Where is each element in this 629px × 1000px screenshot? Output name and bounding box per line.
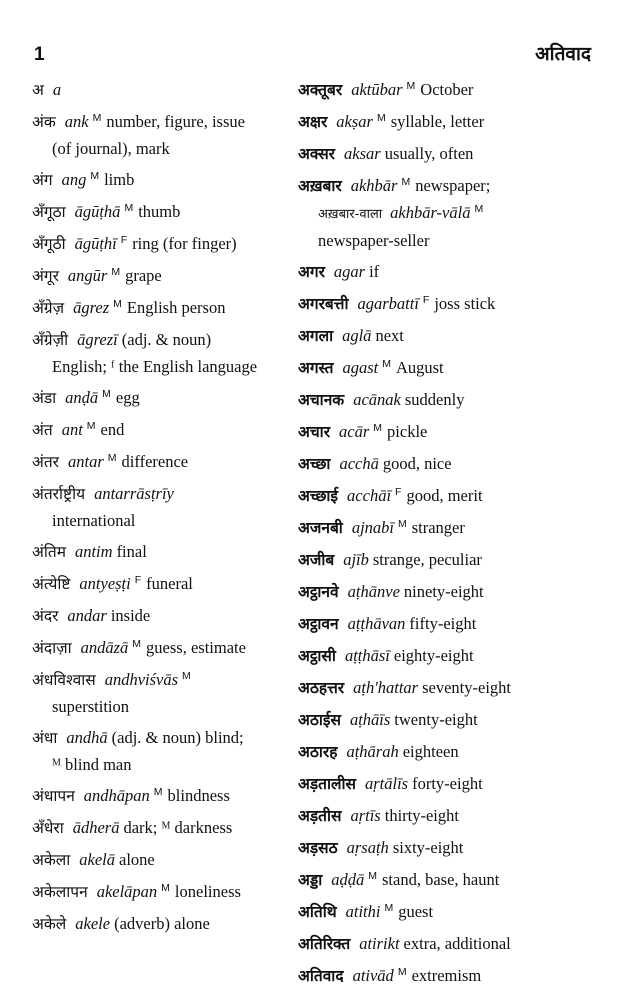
dictionary-entry xyxy=(32,814,294,842)
entry-line xyxy=(298,898,598,926)
dictionary-entry xyxy=(298,930,598,958)
definition: (adverb) alone xyxy=(114,914,210,933)
headword: अंतर xyxy=(32,453,60,471)
transliteration: akṣar xyxy=(336,112,373,131)
entry-line xyxy=(32,724,294,752)
entry-line xyxy=(298,140,598,168)
dictionary-entry xyxy=(298,866,598,894)
transliteration: ativād xyxy=(352,966,394,985)
headword: अंत्येष्टि xyxy=(32,575,71,593)
dictionary-entry xyxy=(298,354,598,382)
transliteration: aṛsaṭh xyxy=(346,838,389,857)
definition: funeral xyxy=(146,574,193,593)
transliteration: agar xyxy=(333,262,366,281)
dictionary-entry xyxy=(298,642,598,670)
headword: अड़तीस xyxy=(298,807,342,825)
definition: dark; ᴹ darkness xyxy=(123,818,233,837)
dictionary-entry xyxy=(32,570,294,598)
dictionary-entry xyxy=(32,448,294,476)
headword: अकेला xyxy=(32,851,71,869)
dictionary-entry xyxy=(32,634,294,662)
dictionary-entry xyxy=(298,418,598,446)
headword: अतिरिक्त xyxy=(298,935,351,953)
dictionary-entry xyxy=(32,910,294,938)
gender-marker: M xyxy=(406,79,416,92)
transliteration: antim xyxy=(74,542,113,561)
definition: guest xyxy=(398,902,434,921)
headword: अँग्रेज़ xyxy=(32,299,65,317)
dictionary-entry xyxy=(32,416,294,444)
definition-continuation: English; ᶠ the English language xyxy=(52,357,258,376)
headword: अंदर xyxy=(32,607,59,625)
transliteration: aglā xyxy=(342,326,372,345)
entry-line xyxy=(32,294,294,322)
definition: alone xyxy=(119,850,155,869)
dictionary-entry xyxy=(298,706,598,734)
gender-marker: M xyxy=(384,901,394,914)
dictionary-entry xyxy=(32,294,294,322)
dictionary-entry xyxy=(32,782,294,810)
headword: अतिथि xyxy=(298,903,337,921)
transliteration: akelāpan xyxy=(96,882,158,901)
transliteration: acchā xyxy=(339,454,379,473)
transliteration: andhviśvās xyxy=(104,670,179,689)
headword: अठहत्तर xyxy=(298,679,345,697)
dictionary-entry xyxy=(32,666,294,720)
dictionary-entry xyxy=(32,108,294,162)
transliteration: akhbār xyxy=(350,176,398,195)
gender-marker: M xyxy=(368,869,378,882)
dictionary-entry xyxy=(298,546,598,574)
entry-line xyxy=(298,642,598,670)
transliteration: āgūṭhā xyxy=(74,202,121,221)
gender-marker: F xyxy=(120,233,128,246)
headword: अक्सर xyxy=(298,145,336,163)
definition: blindness xyxy=(167,786,230,805)
gender-marker: M xyxy=(92,111,102,124)
entry-line xyxy=(298,418,598,446)
headword: अंग xyxy=(32,171,53,189)
definition: eighteen xyxy=(402,742,459,761)
entry-line xyxy=(298,386,598,414)
entry-line xyxy=(298,738,598,766)
headword: अचानक xyxy=(298,391,345,409)
headword: अंधा xyxy=(32,729,58,747)
dictionary-entry xyxy=(298,290,598,318)
entry-line xyxy=(298,450,598,478)
definition: syllable, letter xyxy=(390,112,485,131)
transliteration: ang xyxy=(61,170,87,189)
transliteration: aksar xyxy=(344,144,381,163)
dictionary-entry xyxy=(298,962,598,990)
transliteration: āgrezī xyxy=(77,330,118,349)
headword: अगस्त xyxy=(298,359,334,377)
headword: अकेलापन xyxy=(32,883,88,901)
entry-line xyxy=(298,770,598,798)
entry-line xyxy=(32,782,294,810)
headword: अंत xyxy=(32,421,53,439)
definition: (adj. & noun) xyxy=(121,330,212,349)
transliteration: ank xyxy=(64,112,89,131)
gender-marker: M xyxy=(107,451,117,464)
entry-line xyxy=(298,290,598,318)
gender-marker: F xyxy=(134,573,142,586)
definition: limb xyxy=(104,170,135,189)
definition: egg xyxy=(115,388,140,407)
dictionary-entry xyxy=(298,802,598,830)
transliteration: aṭṭhāsī xyxy=(344,646,390,665)
dictionary-entry xyxy=(32,230,294,258)
dictionary-entry xyxy=(32,538,294,566)
entry-line xyxy=(298,482,598,510)
entry-line xyxy=(32,814,294,842)
transliteration: antarrāsṭrīy xyxy=(94,484,174,503)
headword: अंधापन xyxy=(32,787,75,805)
transliteration: agarbattī xyxy=(357,294,419,313)
dictionary-entry xyxy=(298,258,598,286)
definition: pickle xyxy=(387,422,428,441)
definition: usually, often xyxy=(384,144,474,163)
entry-line xyxy=(32,602,294,630)
gender-marker: M xyxy=(401,175,411,188)
sub-entry xyxy=(298,200,598,228)
transliteration: anḍā xyxy=(65,388,99,407)
headword: अड्डा xyxy=(298,871,323,889)
entry-line xyxy=(32,570,294,598)
entry-line xyxy=(298,610,598,638)
definition: number, figure, issue xyxy=(106,112,245,131)
headword: अँग्रेज़ी xyxy=(32,331,69,349)
transliteration: acānak xyxy=(353,390,401,409)
headword: अच्छाई xyxy=(298,487,339,505)
transliteration: aṭhārah xyxy=(346,742,399,761)
headword: अंक xyxy=(32,113,56,131)
entry-line xyxy=(32,230,294,258)
definition: next xyxy=(375,326,404,345)
definition: eighty-eight xyxy=(393,646,474,665)
definition: suddenly xyxy=(404,390,465,409)
definition: twenty-eight xyxy=(394,710,478,729)
entry-line xyxy=(32,76,294,104)
headword: अड़तालीस xyxy=(298,775,356,793)
gender-marker: M xyxy=(111,265,121,278)
transliteration: atithi xyxy=(345,902,381,921)
definition: final xyxy=(116,542,147,561)
transliteration: acchāī xyxy=(347,486,392,505)
definition: English person xyxy=(126,298,226,317)
entry-line xyxy=(298,706,598,734)
entry-line xyxy=(32,480,294,508)
transliteration: andhā xyxy=(66,728,108,747)
entry-line xyxy=(32,262,294,290)
dictionary-entry xyxy=(298,172,598,254)
headword: अख़बार xyxy=(298,177,342,195)
gender-marker: M xyxy=(373,421,383,434)
dictionary-entry xyxy=(298,898,598,926)
headword: अतिवाद xyxy=(298,967,344,985)
transliteration: aṭṭhāvan xyxy=(347,614,406,633)
transliteration: acār xyxy=(339,422,370,441)
gender-marker: M xyxy=(376,111,386,124)
definition: (adj. & noun) blind; xyxy=(111,728,244,747)
dictionary-entry xyxy=(298,674,598,702)
gender-marker: M xyxy=(397,517,407,530)
definition: stranger xyxy=(411,518,465,537)
transliteration: agast xyxy=(342,358,379,377)
transliteration: andāzā xyxy=(80,638,129,657)
definition: difference xyxy=(121,452,189,471)
sub-headword: अख़बार-वाला xyxy=(318,207,383,222)
headword: अट्ठावन xyxy=(298,615,339,633)
dictionary-entry xyxy=(32,878,294,906)
headword: अट्ठानवे xyxy=(298,583,339,601)
gender-marker: F xyxy=(395,485,402,498)
entry-line xyxy=(298,76,598,104)
entry-line xyxy=(32,326,294,354)
gender-marker: M xyxy=(90,169,100,182)
gender-marker: M xyxy=(102,387,111,400)
dictionary-entry xyxy=(298,578,598,606)
entry-line xyxy=(298,866,598,894)
transliteration: ajīb xyxy=(343,550,369,569)
dictionary-entry xyxy=(32,262,294,290)
headword: अड़सठ xyxy=(298,839,338,857)
gender-marker: M xyxy=(397,965,407,978)
definition: October xyxy=(420,80,474,99)
entry-line xyxy=(32,666,294,694)
entry-line xyxy=(32,878,294,906)
transliteration: aṛtālīs xyxy=(365,774,409,793)
entry-line xyxy=(298,930,598,958)
dictionary-entry xyxy=(32,724,294,778)
entry-line xyxy=(298,802,598,830)
transliteration: a xyxy=(52,80,62,99)
definition: forty-eight xyxy=(412,774,483,793)
headword: अक्तूबर xyxy=(298,81,343,99)
entry-line xyxy=(32,166,294,194)
definition: ninety-eight xyxy=(403,582,484,601)
gender-marker: M xyxy=(474,202,484,215)
transliteration: aktūbar xyxy=(351,80,403,99)
headword: अठाईस xyxy=(298,711,341,729)
running-head: अतिवाद xyxy=(535,43,591,65)
headword: अजनबी xyxy=(298,519,343,537)
entry-line xyxy=(32,108,294,136)
headword: अगरबत्ती xyxy=(298,295,349,313)
transliteration: atirikt xyxy=(359,934,400,953)
definition: strange, peculiar xyxy=(372,550,482,569)
dictionary-entry xyxy=(32,602,294,630)
definition: seventy-eight xyxy=(422,678,511,697)
definition: thirty-eight xyxy=(384,806,459,825)
entry-line xyxy=(298,172,598,200)
entry-line xyxy=(298,108,598,136)
gender-marker: F xyxy=(422,293,430,306)
transliteration: antyeṣṭi xyxy=(79,574,131,593)
dictionary-entry xyxy=(298,322,598,350)
dictionary-entry xyxy=(298,108,598,136)
entry-line xyxy=(298,674,598,702)
dictionary-entry xyxy=(32,384,294,412)
entry-line xyxy=(298,258,598,286)
entry-line xyxy=(298,322,598,350)
transliteration: angūr xyxy=(67,266,108,285)
entry-line xyxy=(32,384,294,412)
dictionary-entry xyxy=(298,514,598,542)
transliteration: aḍḍā xyxy=(331,870,365,889)
entry-line xyxy=(32,634,294,662)
headword: अंतर्राष्ट्रीय xyxy=(32,485,86,503)
dictionary-entry xyxy=(298,386,598,414)
definition: August xyxy=(395,358,444,377)
definition: ring (for finger) xyxy=(132,234,237,253)
transliteration: antar xyxy=(68,452,104,471)
dictionary-entry xyxy=(298,834,598,862)
definition: if xyxy=(369,262,380,281)
entry-line xyxy=(298,962,598,990)
headword: अँगूठी xyxy=(32,235,66,253)
headword: अट्ठासी xyxy=(298,647,336,665)
left-column xyxy=(32,76,294,942)
gender-marker: M xyxy=(382,357,391,370)
headword: अंतिम xyxy=(32,543,66,561)
transliteration: andar xyxy=(67,606,107,625)
definition: extremism xyxy=(411,966,482,985)
entry-line xyxy=(298,578,598,606)
headword: अंडा xyxy=(32,389,57,407)
entry-line xyxy=(298,514,598,542)
headword: अगला xyxy=(298,327,334,345)
gender-marker: M xyxy=(132,637,142,650)
dictionary-entry xyxy=(298,140,598,168)
transliteration: aṭhāīs xyxy=(349,710,391,729)
gender-marker: M xyxy=(182,669,191,682)
sub-transliteration: akhbār-vālā xyxy=(390,203,471,222)
dictionary-entry xyxy=(32,480,294,534)
entry-line xyxy=(32,416,294,444)
definition: thumb xyxy=(138,202,181,221)
transliteration: aṛtīs xyxy=(350,806,381,825)
definition-continuation: ᴹ blind man xyxy=(52,755,132,774)
definition: good, merit xyxy=(406,486,483,505)
headword: अचार xyxy=(298,423,331,441)
entry-line xyxy=(298,834,598,862)
definition: loneliness xyxy=(174,882,241,901)
headword: अजीब xyxy=(298,551,335,569)
headword: अठारह xyxy=(298,743,338,761)
dictionary-entry xyxy=(298,770,598,798)
definition: inside xyxy=(110,606,151,625)
dictionary-entry xyxy=(298,610,598,638)
dictionary-entry xyxy=(32,198,294,226)
headword: अंगूर xyxy=(32,267,59,285)
gender-marker: M xyxy=(86,419,96,432)
dictionary-entry xyxy=(298,482,598,510)
entry-line xyxy=(298,546,598,574)
dictionary-entry xyxy=(298,76,598,104)
right-column xyxy=(298,76,598,994)
entry-line xyxy=(32,846,294,874)
definition: guess, estimate xyxy=(146,638,246,657)
definition: sixty-eight xyxy=(392,838,464,857)
headword: अकेले xyxy=(32,915,67,933)
page-number: 1 xyxy=(34,44,45,65)
transliteration: ādherā xyxy=(72,818,120,837)
headword: अँधेरा xyxy=(32,819,64,837)
definition: fifty-eight xyxy=(409,614,477,633)
definition: joss stick xyxy=(434,294,496,313)
entry-line xyxy=(32,198,294,226)
definition: end xyxy=(100,420,125,439)
entry-line xyxy=(32,910,294,938)
transliteration: ajnabī xyxy=(351,518,394,537)
gender-marker: M xyxy=(113,297,122,310)
headword: अंदाज़ा xyxy=(32,639,72,657)
definition-continuation: superstition xyxy=(52,697,129,716)
definition: good, nice xyxy=(382,454,452,473)
definition: extra, additional xyxy=(403,934,511,953)
transliteration: akele xyxy=(75,914,111,933)
entry-line xyxy=(32,448,294,476)
dictionary-entry xyxy=(32,166,294,194)
headword: अ xyxy=(32,81,44,99)
transliteration: aṭh'hattar xyxy=(353,678,419,697)
entry-line xyxy=(32,538,294,566)
dictionary-entry xyxy=(32,76,294,104)
headword: अंधविश्वास xyxy=(32,671,96,689)
definition: grape xyxy=(125,266,162,285)
transliteration: āgūṭhī xyxy=(74,234,117,253)
dictionary-entry xyxy=(298,450,598,478)
transliteration: ant xyxy=(61,420,83,439)
transliteration: āgrez xyxy=(73,298,110,317)
transliteration: akelā xyxy=(79,850,116,869)
gender-marker: M xyxy=(153,785,163,798)
headword: अच्छा xyxy=(298,455,331,473)
headword: अगर xyxy=(298,263,325,281)
transliteration: andhāpan xyxy=(83,786,150,805)
dictionary-entry xyxy=(298,738,598,766)
definition-continuation: international xyxy=(52,511,136,530)
headword: अँगूठा xyxy=(32,203,66,221)
definition: stand, base, haunt xyxy=(382,870,500,889)
definition-continuation: newspaper-seller xyxy=(318,231,430,250)
definition: newspaper; xyxy=(415,176,491,195)
headword: अक्षर xyxy=(298,113,328,131)
gender-marker: M xyxy=(124,201,134,214)
definition-continuation: (of journal), mark xyxy=(52,139,170,158)
dictionary-entry xyxy=(32,846,294,874)
transliteration: aṭhānve xyxy=(347,582,400,601)
dictionary-entry xyxy=(32,326,294,380)
gender-marker: M xyxy=(161,881,170,894)
entry-line xyxy=(298,354,598,382)
